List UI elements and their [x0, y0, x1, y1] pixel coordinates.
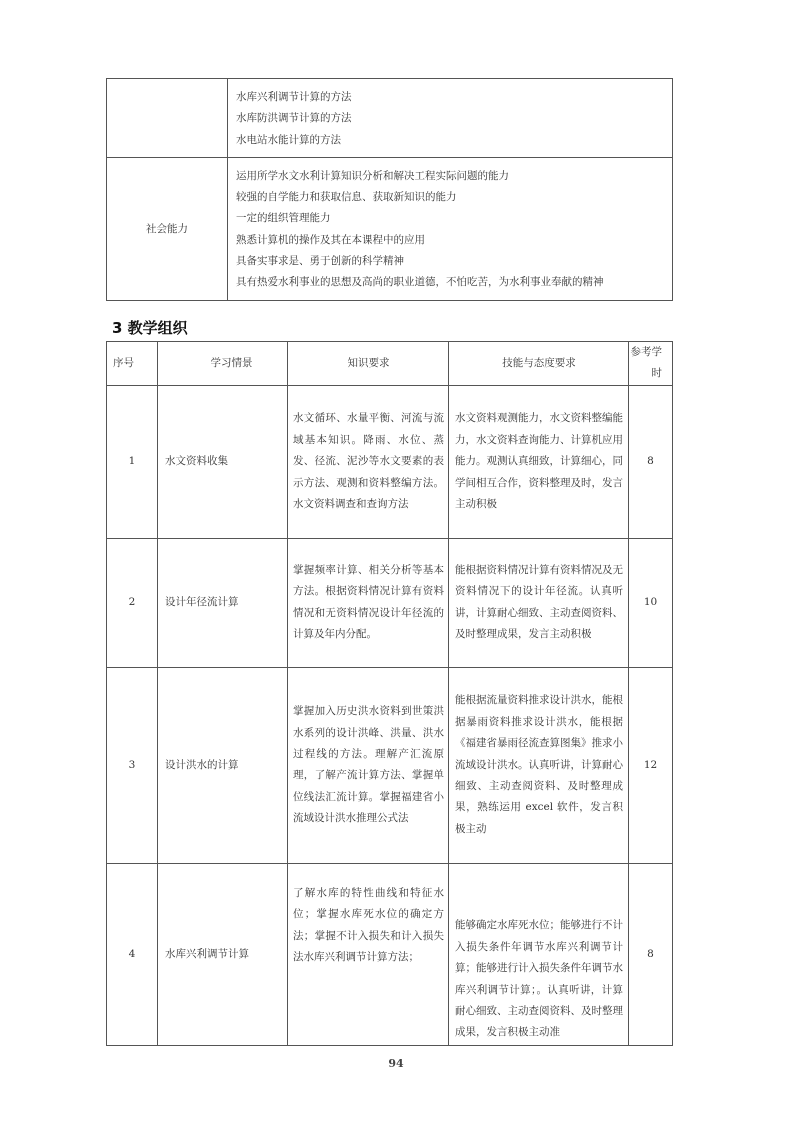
section-heading: 3 教学组织: [112, 319, 188, 337]
list-item: 具备实事求是、勇于创新的科学精神: [236, 255, 404, 268]
list-item: 运用所学水文水利计算知识分析和解决工程实际问题的能力: [236, 169, 509, 182]
reference-hours: 10: [629, 538, 673, 667]
table-row: [107, 385, 673, 538]
column-header-situation: 学习情景: [158, 342, 288, 386]
learning-situation: 设计年径流计算: [158, 538, 288, 667]
learning-situation: 设计洪水的计算: [158, 667, 288, 863]
skill-requirement: 水文资料观测能力，水文资料整编能力，水文资料查询能力、计算机应用能力。观测认真细致，计算细心，同学间相互合作，资料整理及时，发言主动积极: [449, 385, 629, 538]
ability-category: 社会能力: [107, 157, 228, 300]
skill-requirement: 能够确定水库死水位；能够进行不计入损失条件年调节水库兴利调节计算；能够进行计入损失条件年调节水库兴利调节计算；。认真听讲，计算耐心细致、主动查阅资料、及时整理成果，发言积极主动准: [449, 863, 629, 1045]
list-item: 水库兴利调节计算的方法: [236, 91, 352, 103]
knowledge-requirement: 了解水库的特性曲线和特征水位；掌握水库死水位的确定方法；掌握不计入损失和计入损失法水库兴利调节计算方法；: [288, 863, 449, 1045]
table-row: [107, 79, 673, 158]
knowledge-requirement: 掌握频率计算、相关分析等基本方法。根据资料情况计算有资料情况和无资料情况设计年径流的计算及年内分配。: [288, 538, 449, 667]
list-item: 较强的自学能力和获取信息、获取新知识的能力: [236, 191, 457, 204]
table-row: [107, 157, 673, 300]
reference-hours: 8: [629, 863, 673, 1045]
learning-situation: 水库兴利调节计算: [158, 863, 288, 1045]
list-item: 一定的组织管理能力: [236, 212, 331, 225]
abilities-table: [106, 78, 673, 301]
reference-hours: 12: [629, 667, 673, 863]
knowledge-requirement: 掌握加入历史洪水资料到世策洪水系列的设计洪峰、洪量、洪水过程线的方法。理解产汇流原理，了解产流计算方法、掌握单位线法汇流计算。掌握福建省小流域设计洪水推理公式法: [288, 667, 449, 863]
table-row: [107, 863, 673, 1045]
row-number: 1: [107, 385, 158, 538]
list-item: 水电站水能计算的方法: [236, 133, 341, 146]
row-number: 2: [107, 538, 158, 667]
list-item: 水库防洪调节计算的方法: [236, 112, 352, 125]
list-item: 具有热爱水利事业的思想及高尚的职业道德，不怕吃苦，为水利事业奉献的精神: [236, 276, 604, 289]
column-header-number: 序号: [107, 342, 158, 386]
column-header-hours: 参考学时: [629, 342, 673, 386]
reference-hours: 8: [629, 385, 673, 538]
column-header-skills: 技能与态度要求: [449, 342, 629, 386]
teaching-organization-table: [106, 341, 673, 1046]
table-row: [107, 538, 673, 667]
learning-situation: 水文资料收集: [158, 385, 288, 538]
row-number: 3: [107, 667, 158, 863]
list-item: 熟悉计算机的操作及其在本课程中的应用: [236, 233, 425, 246]
row-number: 4: [107, 863, 158, 1045]
table-header-row: [107, 342, 673, 386]
skill-requirement: 能根据流量资料推求设计洪水，能根据暴雨资料推求设计洪水，能根据《福建省暴雨径流查算图集》推求小流域设计洪水。认真听讲，计算耐心细致、主动查阅资料、及时整理成果，熟练运用 excel 软件，发言积极主动: [449, 667, 629, 863]
ability-list: [228, 79, 673, 158]
table-row: [107, 667, 673, 863]
page-number: 94: [388, 1057, 404, 1070]
knowledge-requirement: 水文循环、水量平衡、河流与流域基本知识。降雨、水位、蒸发、径流、泥沙等水文要素的表示方法、观测和资料整编方法。水文资料调查和查询方法: [288, 385, 449, 538]
skill-requirement: 能根据资料情况计算有资料情况及无资料情况下的设计年径流。认真听讲，计算耐心细致、主动查阅资料、及时整理成果，发言主动积极: [449, 538, 629, 667]
column-header-knowledge: 知识要求: [288, 342, 449, 386]
ability-list: [228, 157, 673, 300]
ability-category: [107, 79, 228, 158]
